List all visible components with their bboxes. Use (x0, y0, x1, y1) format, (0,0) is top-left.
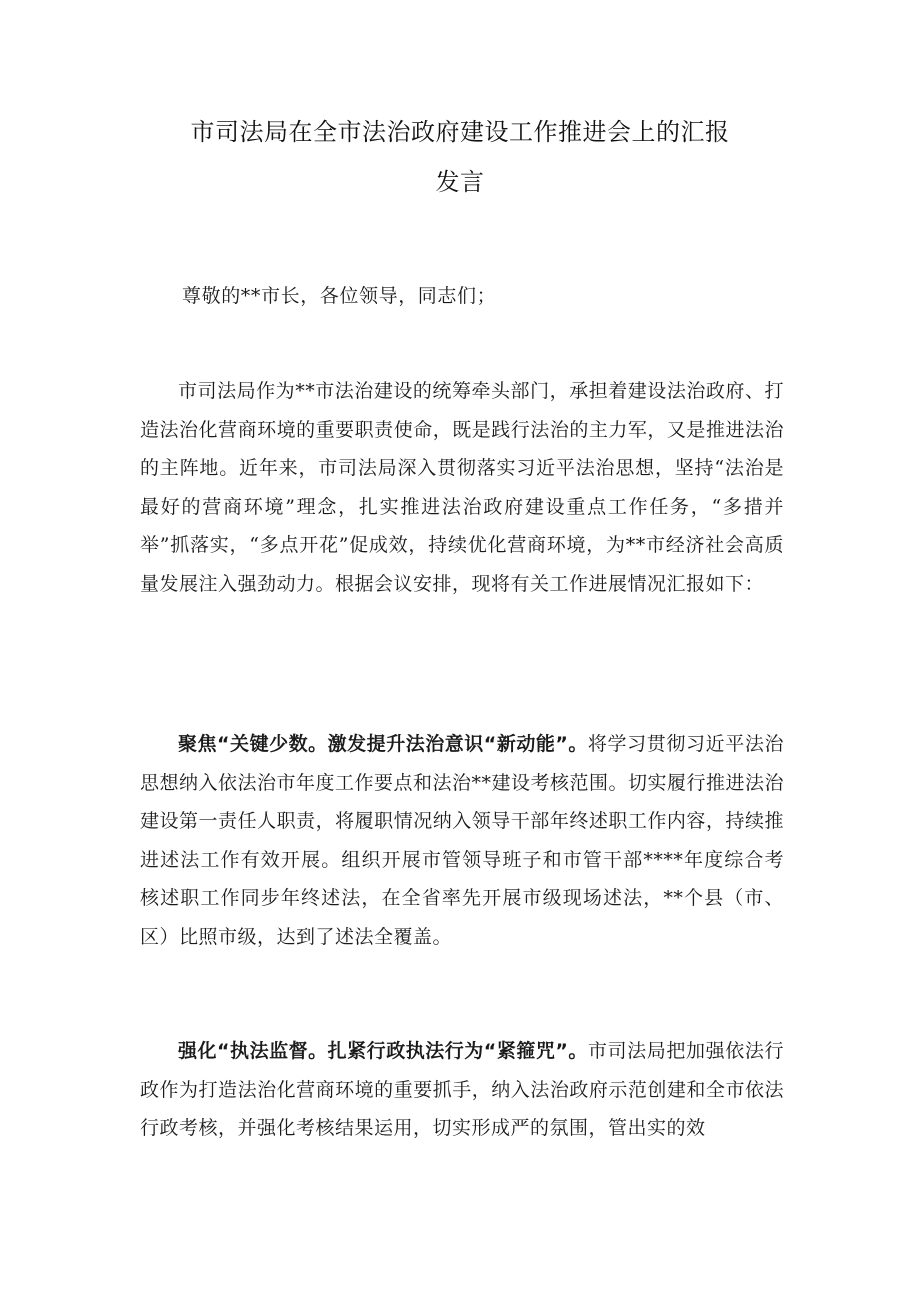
paragraph-key-minority (140, 725, 784, 956)
document-title-line-2: 发言 (435, 168, 485, 196)
paragraph-text: 市司法局作为**市法治建设的统筹牵头部门，承担着建设法治政府、打造法治化营商环境的重要职责使命，既是践行法治的主力军，又是推进法治的主阵地。近年来，市司法局深入贯彻落实习近平法治思想，坚持“法治是最好的营商环境”理念，扎实推进法治政府建设重点工作任务，“多措并举”抓落实，“多点开花”促成效，持续优化营商环境，为**市经济社会高质量发展注入强劲动力。根据会议安排，现将有关工作进展情况汇报如下： (140, 380, 784, 595)
paragraph-heading: 聚焦“关键少数。激发提升法治意识“新动能”。 (178, 733, 588, 755)
salutation: 尊敬的**市长，各位领导，同志们； (182, 285, 497, 307)
paragraph-text: 市司法局把加强依法行政作为打造法治化营商环境的重要抓手，纳入法治政府示范创建和全市依法行政考核，并强化考核结果运用，切实形成严的氛围，管出实的效 (140, 1040, 784, 1139)
paragraph-law-enforcement (140, 1032, 784, 1148)
paragraph-heading: 强化“执法监督。扎紧行政执法行为“紧箍咒”。 (178, 1040, 588, 1062)
paragraph-text: 将学习贯彻习近平法治思想纳入依法治市年度工作要点和法治**建设考核范围。切实履行推进法治建设第一责任人职责，将履职情况纳入领导干部年终述职工作内容，持续推进述法工作有效开展。组织开展市管领导班子和市管干部****年度综合考核述职工作同步年终述法，在全省率先开展市级现场述法，**个县（市、区）比照市级，达到了述法全覆盖。 (140, 733, 785, 948)
paragraph-intro (140, 372, 784, 603)
document-title-line-1: 市司法局在全市法治政府建设工作推进会上的汇报 (190, 118, 730, 146)
